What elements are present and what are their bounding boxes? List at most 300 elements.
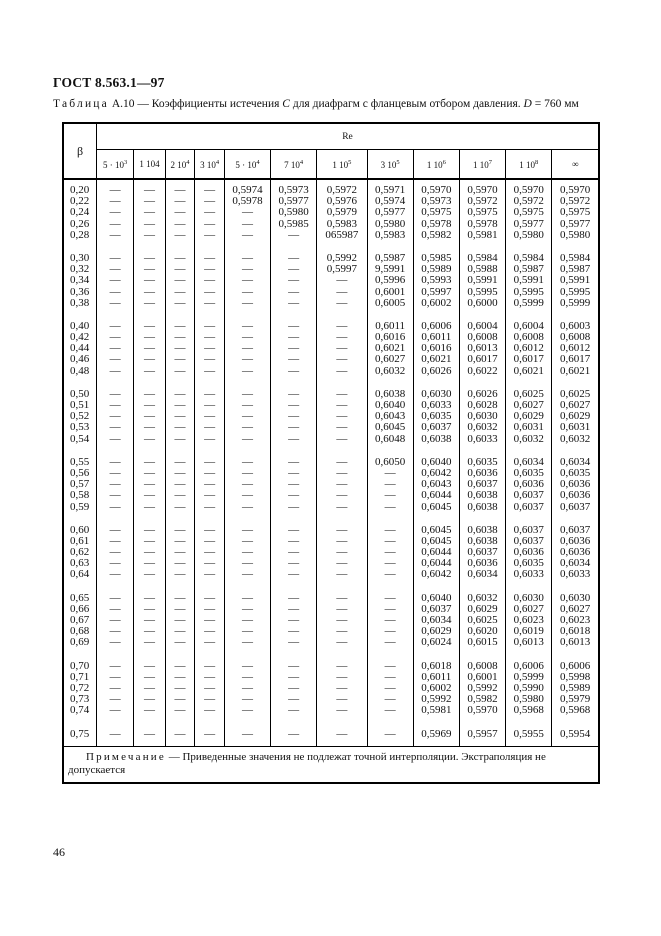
- coefficient-value: —: [241, 489, 253, 502]
- coefficient-value: 0,6036: [467, 557, 498, 570]
- beta-cell: [63, 315, 97, 383]
- coefficient-cell: [195, 723, 225, 747]
- column-header-exponent: 5: [396, 158, 400, 166]
- coefficient-value: —: [384, 693, 396, 706]
- coefficient-value: —: [144, 625, 156, 638]
- beta-value: 0,58: [70, 489, 90, 502]
- coefficient-cell: [459, 587, 505, 655]
- coefficient-value: —: [174, 184, 186, 196]
- coefficient-cell: [195, 655, 225, 723]
- coefficient-value: 0,5969: [421, 727, 452, 740]
- coefficient-cell: [134, 247, 165, 315]
- coefficient-cell: [459, 247, 505, 315]
- coefficient-value: —: [241, 342, 253, 355]
- coefficient-value: —: [144, 364, 156, 377]
- coefficient-value: 0,5977: [278, 195, 309, 208]
- column-header-exponent: 4: [215, 158, 220, 166]
- coefficient-value: 0,5981: [467, 228, 498, 241]
- beta-value: 0,42: [70, 331, 90, 344]
- coefficient-cell: [413, 383, 459, 451]
- coefficient-value: —: [288, 659, 300, 672]
- coefficient-value: —: [288, 432, 300, 445]
- coefficient-value: —: [144, 546, 156, 559]
- coefficient-value: 0,5955: [513, 727, 544, 740]
- coefficient-value: 0,5985: [278, 217, 309, 230]
- coefficient-value: —: [144, 217, 156, 230]
- beta-value: 0,75: [70, 727, 90, 740]
- coefficient-cell: [165, 451, 195, 519]
- coefficients-table: [62, 122, 600, 784]
- coefficient-value: 0,6029: [513, 410, 544, 423]
- column-header-exponent: 4: [186, 158, 190, 166]
- beta-value: 0,71: [70, 670, 90, 683]
- coefficient-cell: [97, 723, 134, 747]
- beta-value: 0,69: [70, 636, 90, 649]
- coefficient-value: 0,6035: [560, 466, 591, 479]
- coefficient-value: —: [241, 546, 253, 559]
- coefficient-value: —: [288, 274, 300, 287]
- column-header-exponent: 6: [442, 158, 446, 166]
- coefficient-value: 0,5970: [560, 184, 591, 196]
- coefficient-cell: [506, 587, 552, 655]
- coefficient-value: 0,6015: [467, 636, 498, 649]
- caption-label: Таблица: [53, 98, 109, 110]
- coefficient-cell: [367, 451, 413, 519]
- coefficient-value: 0,6006: [513, 659, 544, 672]
- coefficient-value: 0,6050: [375, 455, 406, 468]
- coefficient-value: 0,6012: [560, 342, 591, 355]
- coefficient-value: —: [241, 466, 253, 479]
- coefficient-cell: [271, 383, 317, 451]
- coefficient-cell: [134, 179, 165, 247]
- coefficient-value: 0,5972: [467, 195, 498, 208]
- coefficient-value: —: [174, 546, 186, 559]
- coefficient-value: —: [204, 636, 216, 649]
- coefficient-value: 0,6023: [560, 614, 591, 626]
- coefficient-value: —: [109, 693, 121, 706]
- coefficient-value: —: [241, 625, 253, 638]
- coefficient-value: —: [174, 285, 186, 298]
- beta-value: 0,22: [70, 195, 90, 208]
- coefficient-value: —: [241, 693, 253, 706]
- coefficient-cell: [271, 519, 317, 587]
- coefficient-value: —: [241, 681, 253, 694]
- coefficient-value: 0,6036: [513, 478, 544, 491]
- coefficient-value: —: [144, 399, 156, 411]
- coefficient-cell: [552, 519, 599, 587]
- coefficient-value: —: [109, 636, 121, 649]
- coefficient-cell: [165, 655, 195, 723]
- coefficient-cell: [552, 315, 599, 383]
- column-header-mantissa: 5 · 10: [235, 159, 257, 170]
- coefficient-cell: [97, 587, 134, 655]
- coefficient-value: —: [241, 410, 253, 423]
- coefficient-value: —: [144, 659, 156, 672]
- coefficient-value: —: [336, 568, 348, 581]
- coefficient-cell: [552, 723, 599, 747]
- coefficient-value: —: [109, 263, 121, 276]
- beta-value: 0,70: [70, 659, 90, 672]
- coefficient-value: —: [109, 342, 121, 355]
- coefficient-value: —: [109, 387, 121, 400]
- coefficient-value: 0,6025: [513, 387, 544, 400]
- coefficient-value: —: [144, 523, 156, 536]
- coefficient-value: —: [174, 614, 186, 626]
- coefficient-value: —: [109, 523, 121, 536]
- coefficient-value: —: [384, 489, 396, 502]
- coefficient-value: —: [204, 206, 216, 219]
- coefficient-value: 0,5968: [513, 704, 544, 717]
- coefficient-value: 0,6043: [375, 410, 406, 423]
- coefficient-cell: [317, 587, 367, 655]
- coefficient-value: —: [109, 274, 121, 287]
- coefficient-value: —: [288, 681, 300, 694]
- coefficient-value: 0,6034: [560, 455, 591, 468]
- beta-value: 0,26: [70, 217, 90, 230]
- coefficient-value: 0,6032: [513, 432, 544, 445]
- coefficient-value: —: [288, 704, 300, 717]
- coefficient-value: —: [336, 557, 348, 570]
- column-header-re: [552, 150, 599, 180]
- coefficient-value: —: [109, 557, 121, 570]
- coefficient-value: —: [288, 342, 300, 355]
- coefficient-value: —: [174, 591, 186, 604]
- coefficient-value: —: [288, 727, 300, 740]
- coefficient-value: —: [384, 614, 396, 626]
- coefficient-value: 0,5996: [375, 274, 406, 287]
- coefficient-cell: [165, 519, 195, 587]
- beta-value: 0,63: [70, 557, 90, 570]
- coefficient-value: 0,5987: [560, 263, 591, 276]
- coefficient-value: 0,6018: [421, 659, 452, 672]
- caption-c-symbol: C: [282, 98, 290, 110]
- coefficient-value: —: [144, 285, 156, 298]
- coefficient-value: 0,6011: [421, 331, 452, 344]
- coefficient-cell: [506, 519, 552, 587]
- coefficient-value: —: [109, 331, 121, 344]
- coefficient-value: 0,6038: [467, 523, 498, 536]
- coefficient-value: 0,6038: [467, 500, 498, 513]
- coefficient-cell: [413, 179, 459, 247]
- coefficient-value: —: [384, 602, 396, 615]
- coefficient-value: —: [241, 670, 253, 683]
- coefficient-value: 0,6008: [560, 331, 591, 344]
- beta-value: 0,24: [70, 206, 90, 219]
- caption-d-symbol: D: [523, 98, 532, 110]
- coefficient-cell: [506, 723, 552, 747]
- coefficient-value: 0,6033: [421, 399, 452, 411]
- column-header-exponent: 5: [348, 158, 352, 166]
- coefficient-value: 0,6037: [421, 421, 452, 434]
- coefficient-cell: [224, 315, 270, 383]
- coefficient-value: —: [204, 489, 216, 502]
- coefficient-value: —: [109, 591, 121, 604]
- coefficient-cell: [271, 315, 317, 383]
- coefficient-cell: [224, 519, 270, 587]
- coefficient-value: —: [241, 421, 253, 434]
- coefficient-value: —: [144, 353, 156, 366]
- table-note: [63, 746, 599, 783]
- caption-d-value: = 760 мм: [531, 98, 579, 110]
- coefficient-value: —: [288, 331, 300, 344]
- coefficient-value: 0,5981: [421, 704, 452, 717]
- coefficient-value: 0,6024: [421, 636, 452, 649]
- coefficient-value: —: [109, 195, 121, 208]
- coefficient-value: 0,5977: [513, 217, 544, 230]
- coefficient-cell: [271, 655, 317, 723]
- coefficient-value: 0,5982: [467, 693, 498, 706]
- coefficient-value: 0,5975: [467, 206, 498, 219]
- coefficient-value: 0,6006: [560, 659, 591, 672]
- coefficient-value: —: [336, 399, 348, 411]
- coefficient-cell: [317, 383, 367, 451]
- coefficient-value: —: [241, 217, 253, 230]
- coefficient-value: —: [336, 523, 348, 536]
- coefficient-value: —: [144, 455, 156, 468]
- coefficient-value: —: [109, 625, 121, 638]
- beta-cell: [63, 723, 97, 747]
- coefficient-cell: [413, 587, 459, 655]
- coefficient-value: —: [336, 319, 348, 332]
- coefficient-value: 0,6036: [467, 466, 498, 479]
- coefficient-value: —: [336, 625, 348, 638]
- coefficient-value: —: [174, 727, 186, 740]
- beta-value: 0,66: [70, 602, 90, 615]
- column-header-exponent: 4: [299, 158, 304, 166]
- coefficient-value: —: [384, 681, 396, 694]
- beta-value: 0,34: [70, 274, 90, 287]
- column-header-mantissa: ∞: [571, 159, 579, 169]
- coefficient-value: 0,5973: [421, 195, 452, 208]
- coefficient-value: 0,5978: [232, 195, 263, 208]
- coefficient-value: —: [336, 364, 348, 377]
- coefficient-value: —: [174, 534, 186, 547]
- coefficient-value: —: [384, 659, 396, 672]
- coefficient-value: 0,5978: [421, 217, 452, 230]
- coefficient-value: —: [109, 534, 121, 547]
- beta-cell: [63, 247, 97, 315]
- column-header-mantissa: 3 10: [200, 159, 216, 170]
- coefficient-value: —: [241, 478, 253, 491]
- coefficient-value: —: [109, 546, 121, 559]
- coefficient-value: —: [241, 251, 253, 264]
- beta-value: 0,60: [70, 523, 90, 536]
- coefficient-cell: [506, 383, 552, 451]
- coefficient-value: —: [144, 478, 156, 491]
- coefficient-value: —: [204, 523, 216, 536]
- coefficient-value: —: [144, 342, 156, 355]
- coefficient-value: —: [288, 421, 300, 434]
- coefficient-value: 0,6017: [467, 353, 498, 366]
- coefficient-value: —: [144, 557, 156, 570]
- coefficient-value: —: [241, 331, 253, 344]
- column-header-mantissa: 1 104: [139, 159, 160, 169]
- coefficient-value: —: [384, 500, 396, 513]
- column-header-re: [271, 150, 317, 180]
- coefficient-value: —: [336, 693, 348, 706]
- coefficient-value: —: [174, 421, 186, 434]
- coefficient-cell: [317, 451, 367, 519]
- column-header-exponent: 4: [256, 158, 260, 166]
- coefficient-value: —: [204, 466, 216, 479]
- coefficient-cell: [195, 315, 225, 383]
- coefficient-value: 0,6038: [467, 534, 498, 547]
- coefficient-value: —: [144, 421, 156, 434]
- coefficient-value: —: [288, 591, 300, 604]
- coefficient-value: 0,5972: [326, 184, 358, 196]
- coefficient-value: —: [204, 602, 216, 615]
- coefficient-value: —: [109, 285, 121, 298]
- coefficient-value: 0,6043: [421, 478, 452, 491]
- beta-value: 0,54: [70, 432, 90, 445]
- coefficient-value: 0,6035: [421, 410, 452, 423]
- coefficient-value: —: [144, 228, 156, 241]
- coefficient-value: 0,5984: [467, 251, 498, 264]
- coefficient-value: 0,5983: [326, 217, 358, 230]
- beta-value: 0,59: [70, 500, 90, 513]
- coefficient-value: 0,5954: [560, 727, 591, 740]
- coefficient-value: 0,5999: [560, 296, 591, 309]
- coefficient-cell: [459, 655, 505, 723]
- coefficient-value: —: [144, 614, 156, 626]
- coefficient-cell: [413, 723, 459, 747]
- coefficient-cell: [165, 723, 195, 747]
- coefficient-value: —: [336, 353, 348, 366]
- coefficient-value: —: [174, 602, 186, 615]
- coefficient-value: 0,6026: [421, 364, 452, 377]
- coefficient-value: 0,5998: [560, 670, 591, 683]
- coefficient-value: 0,6001: [375, 285, 406, 298]
- coefficient-cell: [459, 723, 505, 747]
- coefficient-value: 0,6040: [421, 591, 452, 604]
- coefficient-cell: [271, 451, 317, 519]
- coefficient-value: —: [204, 353, 216, 366]
- coefficient-value: 0,6030: [421, 387, 452, 400]
- coefficient-cell: [413, 315, 459, 383]
- coefficient-value: —: [204, 399, 216, 411]
- coefficient-value: —: [174, 478, 186, 491]
- coefficient-value: —: [241, 353, 253, 366]
- coefficient-cell: [134, 655, 165, 723]
- coefficient-value: —: [241, 659, 253, 672]
- beta-value: 0,38: [70, 296, 90, 309]
- coefficient-value: —: [288, 251, 300, 264]
- coefficient-value: 0,5984: [560, 251, 591, 264]
- coefficient-value: —: [204, 546, 216, 559]
- coefficient-value: —: [174, 195, 186, 208]
- beta-value: 0,68: [70, 625, 90, 638]
- coefficient-value: —: [241, 636, 253, 649]
- coefficient-cell: [224, 383, 270, 451]
- coefficient-value: 0,5975: [560, 206, 591, 219]
- coefficient-value: —: [288, 478, 300, 491]
- column-header-mantissa: 1 10: [519, 159, 535, 170]
- coefficient-value: —: [241, 727, 253, 740]
- beta-value: 0,57: [70, 478, 90, 491]
- coefficient-value: —: [288, 410, 300, 423]
- coefficient-value: 0,6029: [467, 602, 498, 615]
- coefficient-value: 0,5982: [421, 228, 452, 241]
- column-header-re: [224, 150, 270, 180]
- coefficient-cell: [552, 655, 599, 723]
- coefficient-value: 0,6011: [375, 319, 406, 332]
- column-header-exponent: 3: [124, 158, 128, 166]
- table-row-group: [63, 383, 599, 451]
- coefficient-value: 0,5974: [375, 195, 406, 208]
- coefficient-value: 0,5980: [513, 228, 544, 241]
- coefficient-cell: [506, 655, 552, 723]
- coefficient-value: —: [174, 217, 186, 230]
- coefficient-value: —: [109, 602, 121, 615]
- coefficient-value: —: [144, 263, 156, 276]
- coefficient-value: —: [336, 410, 348, 423]
- coefficient-value: 0,6044: [421, 546, 452, 559]
- coefficient-value: —: [144, 206, 156, 219]
- coefficient-value: —: [204, 432, 216, 445]
- coefficient-value: —: [109, 489, 121, 502]
- coefficient-value: 0,6032: [467, 421, 498, 434]
- coefficient-value: —: [109, 704, 121, 717]
- coefficient-cell: [506, 179, 552, 247]
- coefficient-value: —: [174, 263, 186, 276]
- coefficient-value: 0,6030: [560, 591, 591, 604]
- coefficient-value: —: [384, 591, 396, 604]
- beta-value: 0,53: [70, 421, 90, 434]
- coefficient-value: 0,5980: [375, 217, 406, 230]
- coefficient-value: —: [144, 184, 156, 196]
- coefficient-value: —: [109, 500, 121, 513]
- coefficient-value: —: [204, 195, 216, 208]
- coefficient-cell: [271, 179, 317, 247]
- coefficient-cell: [195, 519, 225, 587]
- beta-value: 0,56: [70, 466, 90, 479]
- coefficient-cell: [552, 179, 599, 247]
- caption-number: А.10: [111, 98, 135, 110]
- coefficient-value: 0,6022: [467, 364, 498, 377]
- coefficient-value: 0,6036: [560, 534, 591, 547]
- beta-value: 0,74: [70, 704, 90, 717]
- coefficient-cell: [367, 587, 413, 655]
- coefficient-value: —: [336, 704, 348, 717]
- re-header: Re: [97, 123, 600, 150]
- coefficient-value: 0,5978: [467, 217, 498, 230]
- coefficient-value: 0,6044: [421, 489, 452, 502]
- coefficient-value: 0,6003: [560, 319, 591, 332]
- coefficient-cell: [165, 247, 195, 315]
- coefficient-value: 0,6002: [421, 296, 452, 309]
- note-label: Примечание: [86, 750, 166, 763]
- coefficient-value: —: [109, 399, 121, 411]
- coefficient-value: 0,5972: [560, 195, 591, 208]
- coefficient-value: 0,5970: [467, 184, 498, 196]
- coefficient-cell: [224, 587, 270, 655]
- coefficient-value: —: [384, 523, 396, 536]
- coefficient-value: —: [336, 466, 348, 479]
- coefficient-value: 0,6025: [560, 387, 591, 400]
- coefficient-value: 0,5991: [467, 274, 498, 287]
- coefficient-value: —: [288, 228, 300, 241]
- coefficient-value: 0,5970: [421, 184, 452, 196]
- coefficient-cell: [134, 383, 165, 451]
- coefficient-value: 0,5975: [513, 206, 544, 219]
- coefficient-cell: [271, 587, 317, 655]
- column-header-exponent: 7: [488, 158, 493, 166]
- coefficient-value: —: [174, 704, 186, 717]
- coefficient-value: —: [336, 591, 348, 604]
- column-header-mantissa: 1 10: [332, 159, 349, 170]
- coefficient-cell: [165, 587, 195, 655]
- coefficient-value: 0,6021: [375, 342, 406, 355]
